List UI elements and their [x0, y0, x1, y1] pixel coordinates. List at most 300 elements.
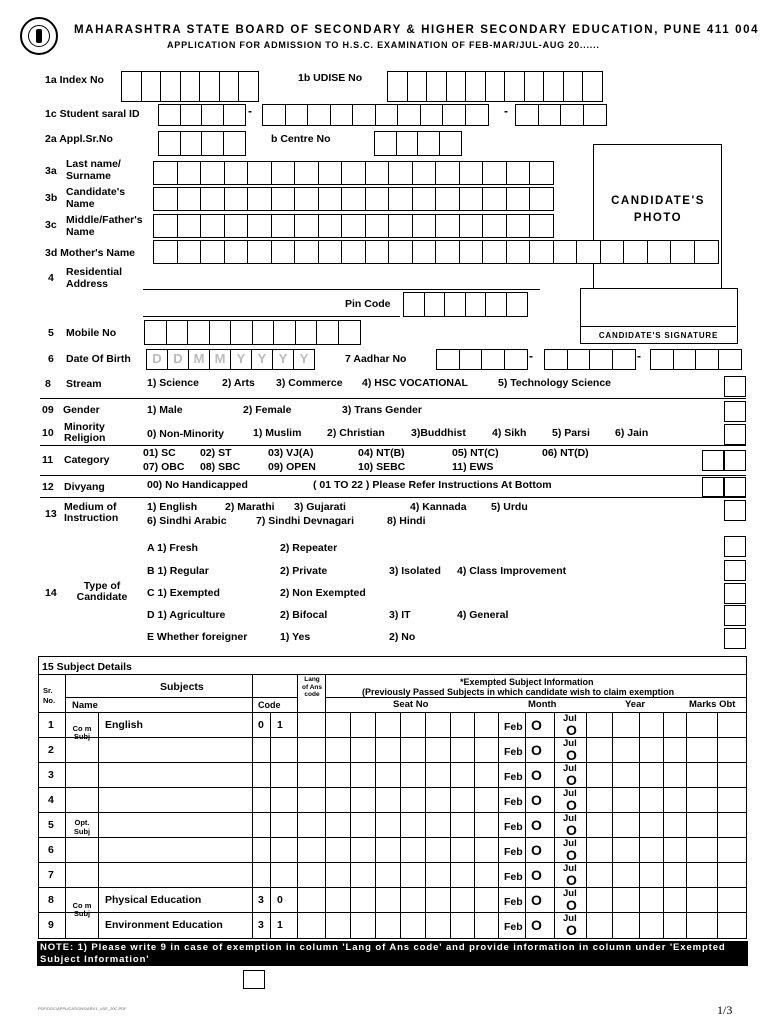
label-mother-name: 3d Mother's Name [45, 247, 136, 259]
char-box[interactable] [482, 240, 507, 264]
char-box[interactable] [238, 71, 259, 102]
char-box[interactable] [271, 187, 296, 211]
row-code-2: 1 [277, 919, 283, 931]
address-line-2[interactable] [143, 316, 400, 317]
char-box[interactable] [341, 161, 366, 185]
label-candidate-name: Candidate's Name [66, 186, 126, 210]
row-sr: 2 [48, 744, 54, 756]
medium-opt-6: 6) Sindhi Arabic [147, 515, 227, 527]
char-box[interactable] [442, 104, 466, 126]
char-box[interactable] [612, 349, 636, 370]
label-candidate-type: Type of Candidate [76, 580, 128, 603]
label-residential-address: Residential Address [66, 266, 123, 290]
char-box[interactable] [563, 71, 584, 102]
char-box[interactable] [177, 161, 202, 185]
row-sr: 1 [48, 719, 54, 731]
char-box[interactable] [396, 131, 419, 156]
dob-char-box[interactable]: D [146, 349, 168, 370]
char-box[interactable] [223, 104, 246, 126]
label-centre-no: b Centre No [271, 133, 331, 145]
minority-opt-2: 2) Christian [327, 427, 385, 439]
type-b-2: 2) Private [280, 565, 328, 577]
month-jul-radio[interactable]: O [566, 722, 577, 738]
divyang-input-box-2[interactable] [724, 477, 746, 497]
char-box[interactable] [435, 214, 460, 238]
char-box[interactable] [506, 161, 531, 185]
month-feb-radio[interactable]: O [531, 792, 542, 808]
char-box[interactable] [153, 161, 178, 185]
char-box[interactable] [318, 187, 343, 211]
char-box[interactable] [446, 71, 467, 102]
char-box[interactable] [252, 320, 275, 345]
category-opt-06: 06) NT(D) [542, 447, 589, 459]
char-box[interactable] [600, 240, 625, 264]
month-jul-radio[interactable]: O [566, 747, 577, 763]
month-feb-radio[interactable]: O [531, 817, 542, 833]
stream-opt-2: 2) Arts [222, 377, 255, 389]
page-number: 1/3 [717, 1003, 733, 1017]
char-box[interactable] [435, 240, 460, 264]
char-box[interactable] [160, 71, 181, 102]
char-box[interactable] [529, 161, 554, 185]
label-12: 12 [42, 481, 54, 493]
row-month-feb: Feb [504, 896, 523, 908]
char-box[interactable] [553, 240, 578, 264]
col-lang: Lang of Ans code [302, 676, 322, 698]
row-month-feb: Feb [504, 871, 523, 883]
char-box[interactable] [482, 161, 507, 185]
char-box[interactable] [403, 292, 425, 317]
char-box[interactable] [341, 214, 366, 238]
char-box[interactable] [338, 320, 361, 345]
month-feb-radio[interactable]: O [531, 842, 542, 858]
char-box[interactable] [201, 131, 224, 156]
type-b-input-box[interactable] [724, 560, 746, 581]
category-opt-02: 02) ST [200, 447, 232, 459]
char-box[interactable] [200, 214, 225, 238]
footer-path: PDF/DOC/APPLICATIONS/ARV1_USE_20C.PDF [38, 1006, 127, 1011]
char-box[interactable] [695, 349, 719, 370]
dob-char-box[interactable]: Y [272, 349, 294, 370]
char-box[interactable] [436, 349, 460, 370]
separator-dash: - [529, 349, 533, 363]
char-box[interactable] [247, 161, 272, 185]
char-box[interactable] [459, 240, 484, 264]
char-box[interactable] [424, 292, 446, 317]
char-box[interactable] [397, 104, 421, 126]
row-sr: 4 [48, 794, 54, 806]
char-box[interactable] [294, 214, 319, 238]
label-pin-code: Pin Code [345, 298, 391, 310]
row-code-2: 1 [277, 719, 283, 731]
char-box[interactable] [223, 131, 246, 156]
char-box[interactable] [439, 131, 462, 156]
label-saral-id: 1c Student saral ID [45, 108, 140, 120]
medium-opt-8: 8) Hindi [387, 515, 426, 527]
char-box[interactable] [504, 71, 525, 102]
candidate-photo-box[interactable] [593, 144, 722, 292]
char-box[interactable] [560, 104, 584, 126]
stream-input-box[interactable] [724, 376, 746, 397]
minority-opt-4: 4) Sikh [492, 427, 527, 439]
divider-divyang [40, 497, 746, 498]
stream-opt-5: 5) Technology Science [498, 377, 612, 389]
char-box[interactable] [465, 71, 486, 102]
note-input-box[interactable] [243, 970, 265, 989]
char-box[interactable] [459, 161, 484, 185]
char-box[interactable] [153, 240, 178, 264]
col-marks: Marks Obt [689, 699, 736, 710]
char-box[interactable] [435, 187, 460, 211]
char-box[interactable] [412, 214, 437, 238]
char-box[interactable] [365, 240, 390, 264]
label-appl-no: 2a Appl.Sr.No [45, 133, 113, 145]
category-opt-07: 07) OBC [143, 461, 185, 473]
category-opt-09: 09) OPEN [268, 461, 316, 473]
char-box[interactable] [224, 214, 249, 238]
char-box[interactable] [273, 320, 296, 345]
label-10: 10 [42, 427, 54, 439]
category-opt-11: 11) EWS [452, 461, 494, 473]
medium-opt-2: 2) Marathi [225, 501, 275, 513]
char-box[interactable] [650, 349, 674, 370]
char-box[interactable] [271, 214, 296, 238]
char-box[interactable] [365, 187, 390, 211]
char-box[interactable] [318, 214, 343, 238]
divider-minority [40, 445, 746, 446]
board-logo [20, 17, 58, 55]
month-jul-radio[interactable]: O [566, 797, 577, 813]
row-code-1: 3 [258, 919, 264, 931]
char-box[interactable] [459, 349, 483, 370]
char-box[interactable] [529, 240, 554, 264]
char-box[interactable] [623, 240, 648, 264]
char-box[interactable] [506, 187, 531, 211]
char-box[interactable] [718, 349, 742, 370]
char-box[interactable] [387, 71, 408, 102]
month-feb-radio[interactable]: O [531, 717, 542, 733]
divyang-instructions: ( 01 TO 22 ) Please Refer Instructions At Bottom [313, 479, 552, 491]
row-subject-name: Environment Education [105, 919, 223, 931]
row-code-2: 0 [277, 894, 283, 906]
char-box[interactable] [589, 349, 613, 370]
char-box[interactable] [224, 187, 249, 211]
row-code-1: 0 [258, 719, 264, 731]
char-box[interactable] [262, 104, 286, 126]
row-month-jul: Jul [563, 788, 577, 799]
row-month-feb: Feb [504, 771, 523, 783]
col-sr-no: Sr. No. [43, 686, 56, 705]
char-box[interactable] [144, 320, 167, 345]
month-jul-radio[interactable]: O [566, 897, 577, 913]
type-a-2: 2) Repeater [280, 542, 338, 554]
label-udise: 1b UDISE No [298, 72, 363, 84]
minority-opt-0: 0) Non-Minority [147, 428, 224, 440]
char-box[interactable] [576, 240, 601, 264]
type-e-2: 1) Yes [280, 631, 311, 643]
char-box[interactable] [485, 71, 506, 102]
type-e-3: 2) No [389, 631, 416, 643]
char-box[interactable] [444, 292, 466, 317]
type-c-input-box[interactable] [724, 583, 746, 604]
char-box[interactable] [388, 240, 413, 264]
char-box[interactable] [538, 104, 562, 126]
char-box[interactable] [412, 240, 437, 264]
gender-opt-2: 2) Female [243, 404, 292, 416]
exempt-title: *Exempted Subject Information [460, 677, 594, 687]
char-box[interactable] [318, 240, 343, 264]
separator-dash: - [248, 104, 252, 118]
char-box[interactable] [506, 240, 531, 264]
char-box[interactable] [247, 214, 272, 238]
char-box[interactable] [465, 104, 489, 126]
signature-label: CANDIDATE'S SIGNATURE [598, 331, 719, 340]
char-box[interactable] [295, 320, 318, 345]
char-box[interactable] [121, 71, 142, 102]
char-box[interactable] [166, 320, 189, 345]
type-e-1: E Whether foreigner [147, 631, 248, 643]
char-box[interactable] [544, 349, 568, 370]
label-13: 13 [45, 508, 57, 520]
month-jul-radio[interactable]: O [566, 822, 577, 838]
label-medium: Medium of Instruction [64, 501, 119, 524]
type-d-4: 4) General [457, 609, 509, 621]
char-box[interactable] [177, 214, 202, 238]
category-input-box-2[interactable] [724, 450, 746, 471]
row-month-feb: Feb [504, 746, 523, 758]
char-box[interactable] [482, 187, 507, 211]
char-box[interactable] [481, 349, 505, 370]
char-box[interactable] [388, 214, 413, 238]
medium-input-box[interactable] [724, 500, 746, 521]
char-box[interactable] [352, 104, 376, 126]
char-box[interactable] [647, 240, 672, 264]
char-box[interactable] [230, 320, 253, 345]
char-box[interactable] [515, 104, 539, 126]
char-box[interactable] [417, 131, 440, 156]
char-box[interactable] [285, 104, 309, 126]
type-a-input-box[interactable] [724, 536, 746, 557]
gender-input-box[interactable] [724, 401, 746, 422]
label-middle-name: Middle/Father's Name [66, 214, 143, 238]
char-box[interactable] [670, 240, 695, 264]
char-box[interactable] [485, 292, 507, 317]
char-box[interactable] [524, 71, 545, 102]
char-box[interactable] [224, 161, 249, 185]
month-feb-radio[interactable]: O [531, 767, 542, 783]
row-month-feb: Feb [504, 921, 523, 933]
minority-opt-1: 1) Muslim [253, 427, 302, 439]
char-box[interactable] [153, 214, 178, 238]
row-month-feb: Feb [504, 821, 523, 833]
char-box[interactable] [153, 187, 178, 211]
category-opt-04: 04) NT(B) [358, 447, 405, 459]
char-box[interactable] [294, 187, 319, 211]
char-box[interactable] [504, 349, 528, 370]
char-box[interactable] [316, 320, 339, 345]
medium-opt-1: 1) English [147, 501, 198, 513]
medium-opt-5: 5) Urdu [491, 501, 528, 513]
label-3c: 3c [45, 219, 57, 231]
char-box[interactable] [459, 214, 484, 238]
form-subtitle: APPLICATION FOR ADMISSION TO H.S.C. EXAMINATION OF FEB-MAR/JUL-AUG 20...... [167, 40, 600, 50]
month-jul-radio[interactable]: O [566, 872, 577, 888]
type-d-2: 2) Bifocal [280, 609, 328, 621]
row-month-feb: Feb [504, 846, 523, 858]
char-box[interactable] [187, 320, 210, 345]
address-line-1[interactable] [143, 289, 540, 290]
row-subject-name: Physical Education [105, 894, 202, 906]
divyang-input-box-1[interactable] [702, 477, 724, 497]
char-box[interactable] [412, 161, 437, 185]
dob-char-box[interactable]: Y [251, 349, 273, 370]
char-box[interactable] [199, 71, 220, 102]
label-divyang: Divyang [64, 481, 105, 493]
label-gender: Gender [63, 404, 100, 416]
char-box[interactable] [209, 320, 232, 345]
candidate-signature-box[interactable] [580, 288, 738, 344]
medium-opt-4: 4) Kannada [410, 501, 467, 513]
char-box[interactable] [365, 214, 390, 238]
char-box[interactable] [180, 104, 203, 126]
char-box[interactable] [271, 240, 296, 264]
char-box[interactable] [506, 292, 528, 317]
type-e-input-box[interactable] [724, 628, 746, 649]
minority-input-box[interactable] [724, 424, 746, 445]
char-box[interactable] [365, 161, 390, 185]
char-box[interactable] [180, 131, 203, 156]
category-opt-01: 01) SC [143, 447, 176, 459]
char-box[interactable] [177, 240, 202, 264]
photo-label: CANDIDATE'S PHOTO [611, 195, 705, 224]
label-5: 5 [48, 327, 54, 339]
category-opt-03: 03) VJ(A) [268, 447, 314, 459]
char-box[interactable] [412, 187, 437, 211]
minority-opt-3: 3)Buddhist [411, 427, 466, 439]
char-box[interactable] [341, 187, 366, 211]
char-box[interactable] [224, 240, 249, 264]
char-box[interactable] [330, 104, 354, 126]
month-feb-radio[interactable]: O [531, 892, 542, 908]
separator-dash: - [637, 349, 641, 363]
char-box[interactable] [247, 240, 272, 264]
col-seat-no: Seat No [393, 699, 429, 710]
char-box[interactable] [543, 71, 564, 102]
char-box[interactable] [294, 161, 319, 185]
char-box[interactable] [374, 131, 397, 156]
char-box[interactable] [180, 71, 201, 102]
type-b-4: 4) Class Improvement [457, 565, 567, 577]
row-sr: 5 [48, 819, 54, 831]
char-box[interactable] [271, 161, 296, 185]
label-category: Category [64, 454, 110, 466]
row-sr: 9 [48, 919, 54, 931]
label-6: 6 [48, 353, 54, 365]
char-box[interactable] [435, 161, 460, 185]
char-box[interactable] [200, 161, 225, 185]
char-box[interactable] [482, 214, 507, 238]
minority-opt-5: 5) Parsi [552, 427, 590, 439]
row-month-feb: Feb [504, 721, 523, 733]
char-box[interactable] [407, 71, 428, 102]
type-d-input-box[interactable] [724, 605, 746, 626]
char-box[interactable] [529, 187, 554, 211]
row-code-1: 3 [258, 894, 264, 906]
row-month-jul: Jul [563, 913, 577, 924]
char-box[interactable] [420, 104, 444, 126]
char-box[interactable] [388, 161, 413, 185]
char-box[interactable] [388, 187, 413, 211]
dob-char-box[interactable]: D [167, 349, 189, 370]
char-box[interactable] [177, 187, 202, 211]
label-index-no: 1a Index No [45, 74, 104, 86]
gender-opt-1: 1) Male [147, 404, 183, 416]
label-mobile: Mobile No [66, 327, 117, 339]
char-box[interactable] [583, 104, 607, 126]
char-box[interactable] [694, 240, 719, 264]
char-box[interactable] [158, 131, 181, 156]
char-box[interactable] [426, 71, 447, 102]
col-code: Code [258, 700, 281, 710]
char-box[interactable] [341, 240, 366, 264]
label-3a: 3a [45, 165, 57, 177]
type-d-1: D 1) Agriculture [147, 609, 226, 621]
char-box[interactable] [582, 71, 603, 102]
month-jul-radio[interactable]: O [566, 847, 577, 863]
col-year: Year [625, 699, 646, 710]
char-box[interactable] [200, 187, 225, 211]
divider-category [40, 475, 746, 476]
type-c-1: C 1) Exempted [147, 587, 220, 599]
char-box[interactable] [375, 104, 399, 126]
char-box[interactable] [247, 187, 272, 211]
char-box[interactable] [318, 161, 343, 185]
row-month-jul: Jul [563, 713, 577, 724]
char-box[interactable] [465, 292, 487, 317]
month-feb-radio[interactable]: O [531, 917, 542, 933]
char-box[interactable] [506, 214, 531, 238]
dob-char-box[interactable]: Y [230, 349, 252, 370]
char-box[interactable] [219, 71, 240, 102]
medium-opt-3: 3) Gujarati [294, 501, 346, 513]
month-feb-radio[interactable]: O [531, 742, 542, 758]
char-box[interactable] [158, 104, 181, 126]
category-opt-08: 08) SBC [200, 461, 241, 473]
col-name: Name [72, 700, 98, 711]
char-box[interactable] [141, 71, 162, 102]
month-jul-radio[interactable]: O [566, 922, 577, 938]
char-box[interactable] [567, 349, 591, 370]
stream-opt-3: 3) Commerce [276, 377, 343, 389]
char-box[interactable] [294, 240, 319, 264]
group-com-subj-1: Co m Subj [72, 724, 92, 741]
label-8: 8 [45, 378, 51, 390]
char-box[interactable] [307, 104, 331, 126]
stream-opt-1: 1) Science [147, 377, 199, 389]
char-box[interactable] [673, 349, 697, 370]
month-jul-radio[interactable]: O [566, 772, 577, 788]
month-feb-radio[interactable]: O [531, 867, 542, 883]
dob-char-box[interactable]: M [209, 349, 231, 370]
char-box[interactable] [200, 240, 225, 264]
char-box[interactable] [459, 187, 484, 211]
char-box[interactable] [529, 214, 554, 238]
row-sr: 3 [48, 769, 54, 781]
category-input-box-1[interactable] [702, 450, 724, 471]
char-box[interactable] [201, 104, 224, 126]
dob-char-box[interactable]: Y [293, 349, 315, 370]
dob-char-box[interactable]: M [188, 349, 210, 370]
